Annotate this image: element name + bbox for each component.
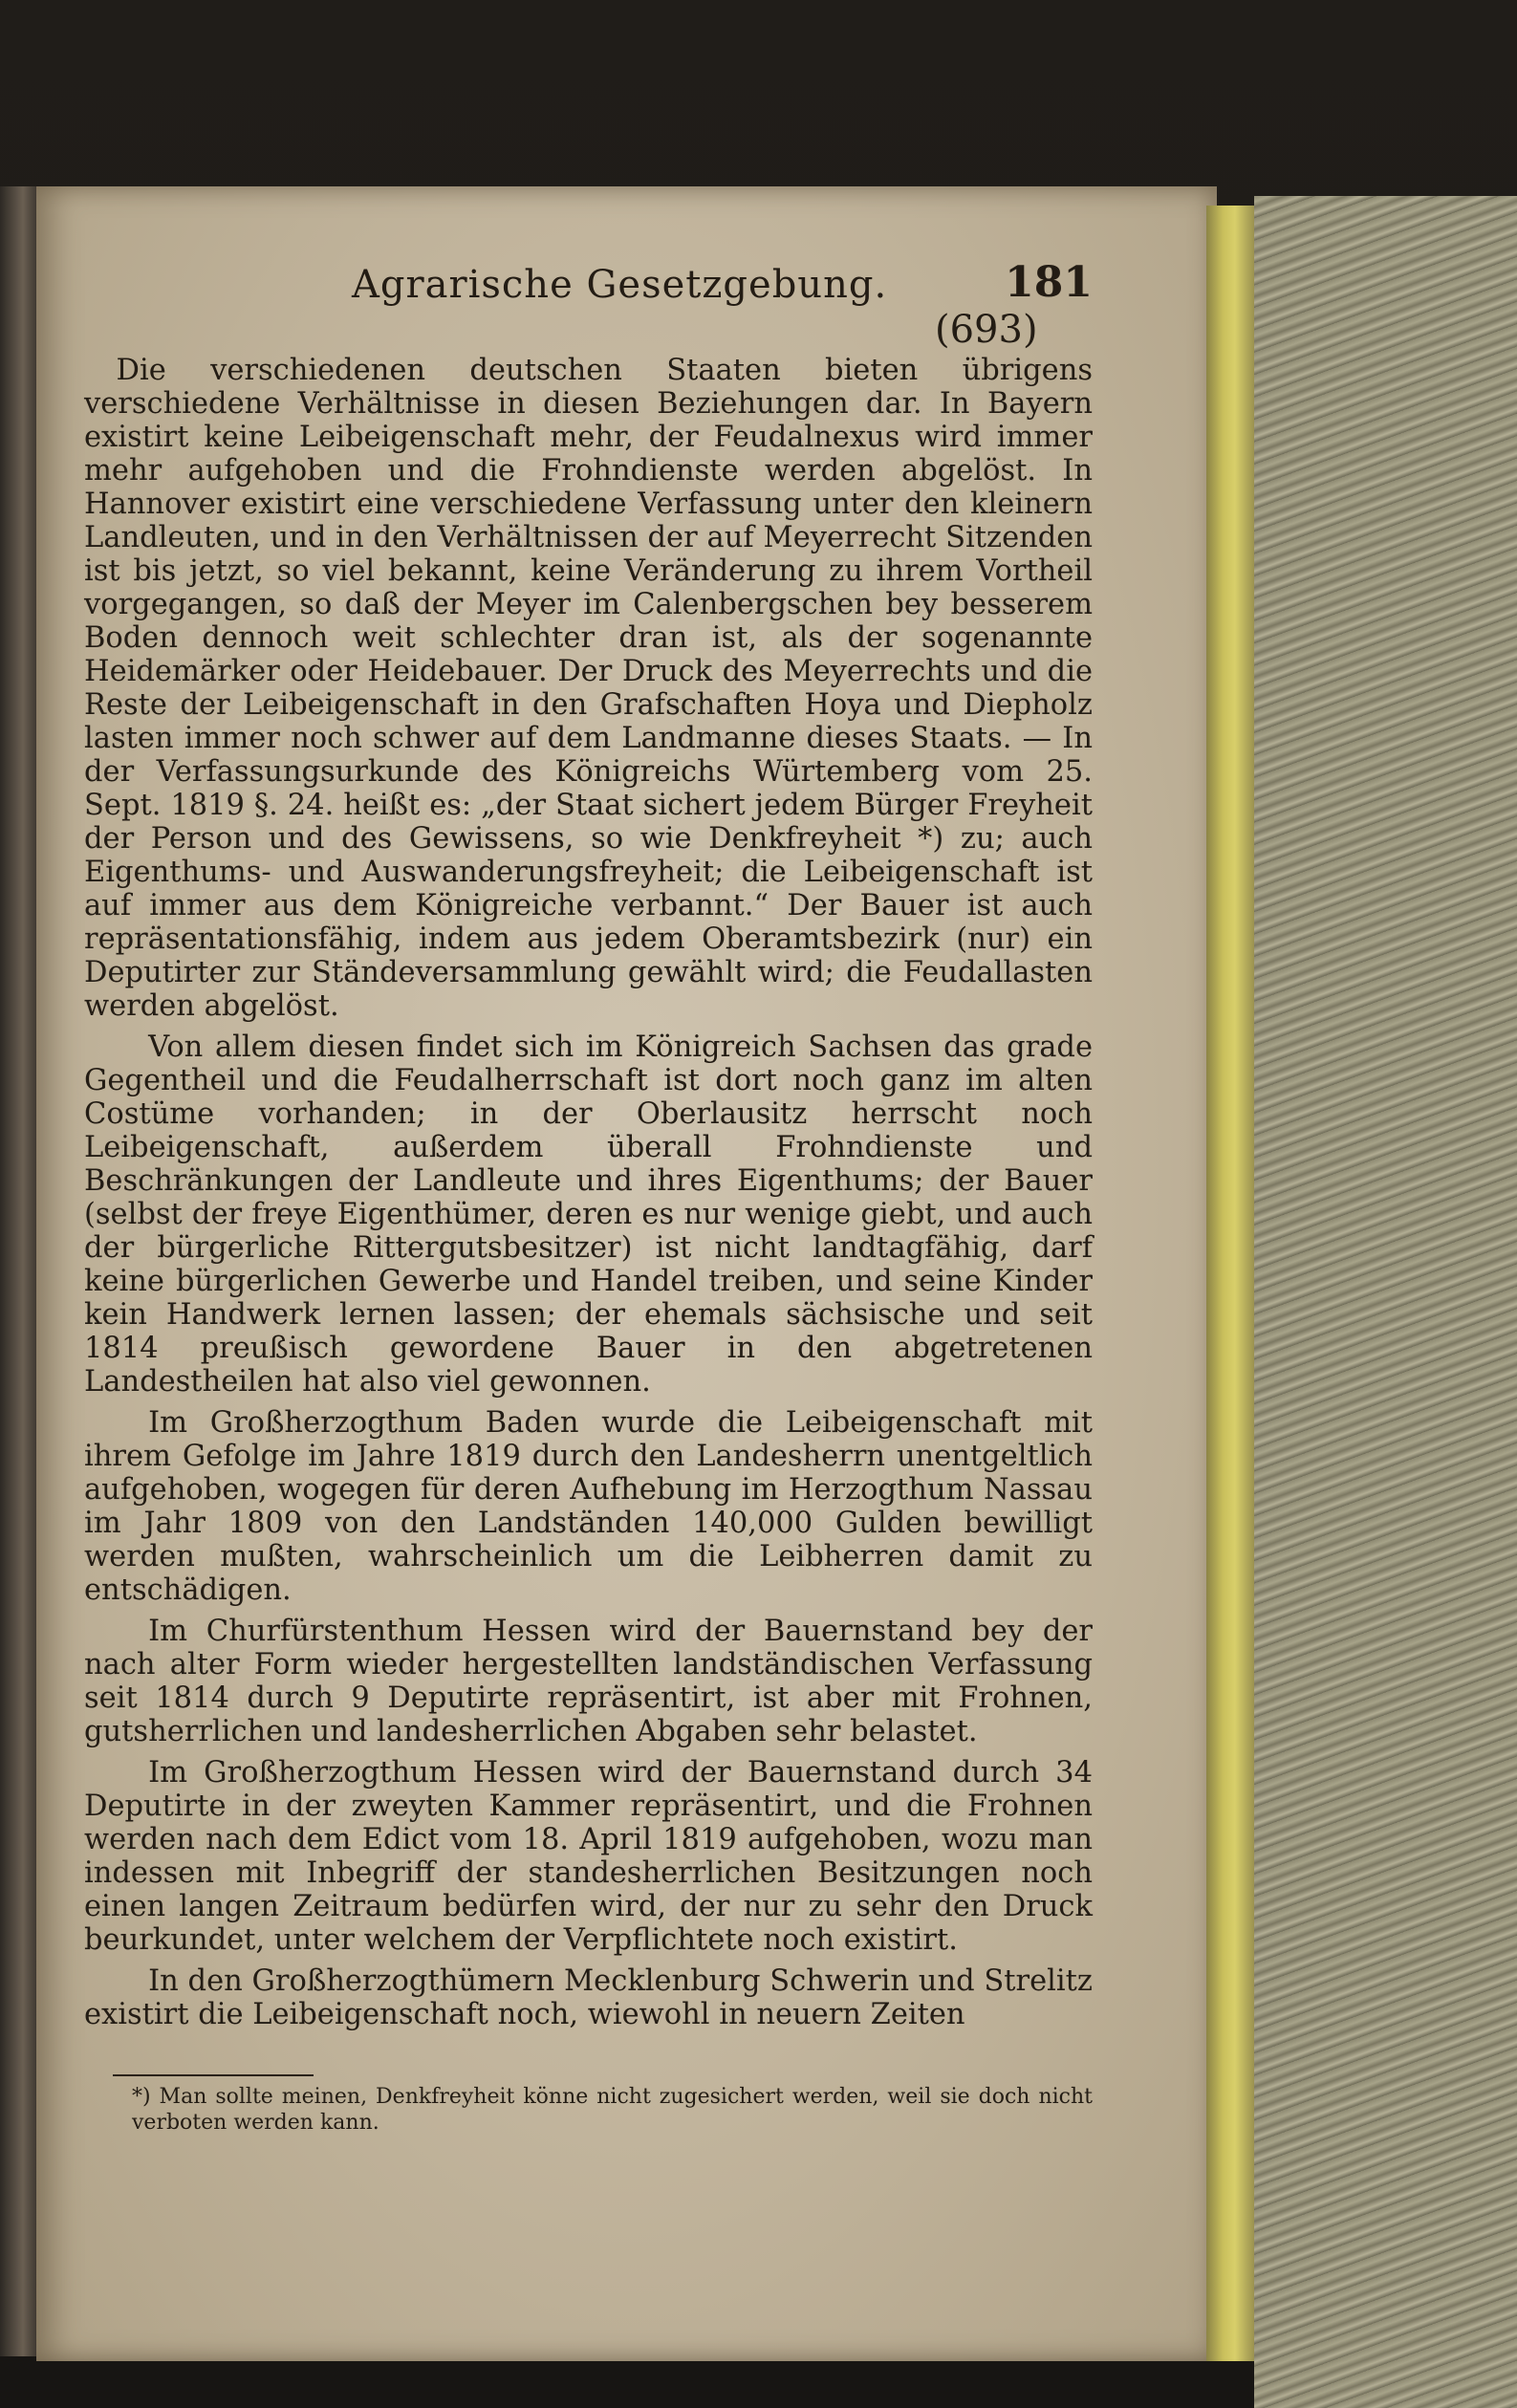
paragraph: Im Churfürstenthum Hessen wird der Bauernstand bey der nach alter Form wieder hergestellten landständischen Verfassung seit 1814 durch 9 Deputirte repräsentirt, ist aber mit Frohnen, gutsherrlichen und landesherrlichen Abgaben sehr belastet. — [84, 1615, 1093, 1748]
marbled-cover — [1254, 196, 1517, 2408]
gilt-page-edge — [1206, 206, 1254, 2361]
paragraph: In den Großherzogthümern Mecklenburg Schwerin und Strelitz existirt die Leibeigenschaft noch, wiewohl in neuern Zeiten — [84, 1964, 1093, 2031]
section-number: (693) — [935, 308, 1038, 352]
page-number: 181 — [1005, 258, 1093, 307]
paragraph: Die verschiedenen deutschen Staaten bieten übrigens verschiedene Verhältnisse in diesen Beziehungen dar. In Bayern existirt keine Leibeigenschaft mehr, der Feudalnexus wird immer mehr aufgehoben und die Frohndienste werden abgelöst. In Hannover existirt eine verschiedene Verfassung unter den kleinern Landleuten, und in den Verhältnissen der auf Meyerrecht Sitzenden ist bis jetzt, so viel bekannt, keine Veränderung zu ihrem Vortheil vorgegangen, so daß der Meyer im Calenbergschen bey besserem Boden dennoch weit schlechter dran ist, als der sogenannte Heidemärker oder Heidebauer. Der Druck des Meyerrechts und die Reste der Leibeigenschaft in den Grafschaften Hoya und Diepholz lasten immer noch schwer auf dem Landmanne dieses Staats. — In der Verfassungsurkunde des Königreichs Würtemberg vom 25. Sept. 1819 §. 24. heißt es: „der Staat sichert jedem Bürger Freyheit der Person und des Gewissens, so wie Denkfreyheit *) zu; auch Eigenthums- und Auswanderungsfreyheit; die Leibeigenschaft ist auf immer aus dem Königreiche verbannt.“ Der Bauer ist auch repräsentationsfähig, indem aus jedem Oberamtsbezirk (nur) ein Deputirter zur Ständeversammlung gewählt wird; die Feudallasten werden abgelöst. — [84, 354, 1093, 1023]
footnote-divider — [113, 2074, 314, 2076]
paragraph: Von allem diesen findet sich im Königreich Sachsen das grade Gegentheil und die Feudalherrschaft ist dort noch ganz im alten Costüme vorhanden; in der Oberlausitz herrscht noch Leibeigenschaft, außerdem überall Frohndienste und Beschränkungen der Landleute und ihres Eigenthums; der Bauer (selbst der freye Eigenthümer, deren es nur wenige giebt, und auch der bürgerliche Rittergutsbesitzer) ist nicht landtagfähig, darf keine bürgerlichen Gewerbe und Handel treiben, und seine Kinder kein Handwerk lernen lassen; der ehemals sächsische und seit 1814 preußisch gewordene Bauer in den abgetretenen Landestheilen hat also viel gewonnen. — [84, 1030, 1093, 1399]
book-spine-edge — [0, 186, 38, 2356]
paragraph: Im Großherzogthum Hessen wird der Bauernstand durch 34 Deputirte in der zweyten Kammer repräsentirt, und die Frohnen werden nach dem Edict vom 18. April 1819 aufgehoben, wozu man indessen mit Inbegriff der standesherrlichen Besitzungen noch einen langen Zeitraum bedürfen wird, der nur zu sehr den Druck beurkundet, unter welchem der Verpflichtete noch existirt. — [84, 1756, 1093, 1957]
paragraph: Im Großherzogthum Baden wurde die Leibeigenschaft mit ihrem Gefolge im Jahre 1819 durch den Landesherrn unentgeltlich aufgehoben, wogegen für deren Aufhebung im Herzogthum Nassau im Jahr 1809 von den Landständen 140,000 Gulden bewilligt werden mußten, wahrscheinlich um die Leibherren damit zu entschädigen. — [84, 1406, 1093, 1607]
page-content — [84, 258, 1093, 2170]
running-head — [84, 258, 1093, 352]
body-text — [84, 354, 1093, 2039]
running-title: Agrarische Gesetzgebung. — [352, 263, 888, 307]
footnote: *) Man sollte meinen, Denkfreyheit könne nicht zugesichert werden, weil sie doch nicht verboten werden kann. — [132, 2085, 1093, 2135]
